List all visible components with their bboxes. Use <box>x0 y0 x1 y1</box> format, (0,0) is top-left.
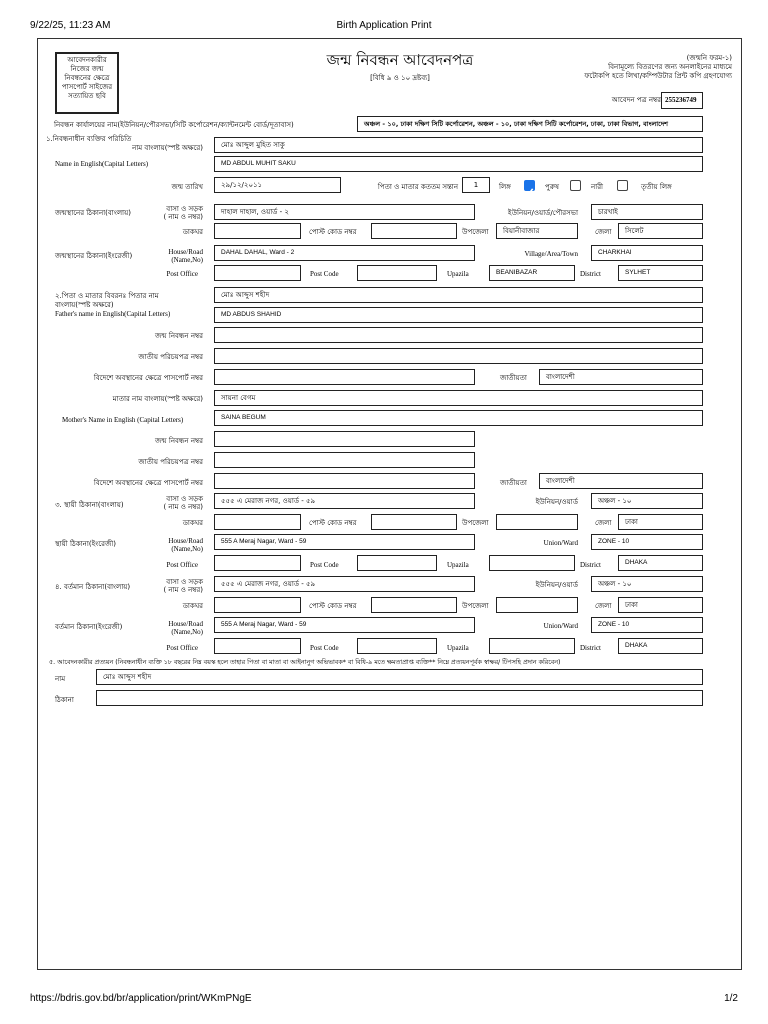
pres-bn-label: ৪. বর্তমান ঠিকানা(বাংলায়) <box>55 583 131 591</box>
pres-district-en-field[interactable]: DHAKA <box>618 638 703 654</box>
mother-passport-field[interactable] <box>214 473 475 489</box>
birthplace-en-label: জন্মস্থানের ঠিকানা(ইংরেজী) <box>55 252 133 260</box>
pres-house-bn-field[interactable]: ৫৫৫ এ মেরাজ নগর, ওয়ার্ড - ৫৯ <box>214 576 475 592</box>
male-checkbox[interactable] <box>524 180 535 191</box>
po-en-label: Post Office <box>166 270 198 278</box>
form-title: জন্ম নিবন্ধন আবেদনপত্র <box>326 51 474 69</box>
house-bn-label2: ( নাম ও নম্বর) <box>163 213 203 221</box>
perm-postcode-en-field[interactable] <box>357 555 437 571</box>
perm-postcode-en-label: Post Code <box>310 561 339 569</box>
perm-house-bn-field[interactable]: ৫৫৫ এ মেরাজ নগর, ওয়ার্ড - ৫৯ <box>214 493 475 509</box>
pres-po-en-label: Post Office <box>166 644 198 652</box>
village-label: Village/Area/Town <box>524 250 578 258</box>
birth-village-en-field[interactable]: CHARKHAI <box>591 245 703 261</box>
dob-label: জন্ম তারিখ <box>171 183 203 191</box>
po-bn-label: ডাকঘর <box>182 228 203 236</box>
perm-district-bn-field[interactable]: ঢাকা <box>618 514 703 530</box>
dob-field[interactable]: ২৯/১২/২০১১ <box>214 177 341 193</box>
applicant-address-field[interactable] <box>96 690 703 706</box>
birth-union-bn-field[interactable]: চারখাই <box>591 204 703 220</box>
house-en-label: House/Road <box>168 248 203 256</box>
mother-en-label: Mother's Name in English (Capital Letters) <box>62 416 184 424</box>
perm-district-bn-label: জেলা <box>595 519 612 527</box>
perm-postcode-bn-label: পোস্ট কোড নম্বর <box>309 519 357 527</box>
name-en-label: Name in English(Capital Letters) <box>55 160 149 168</box>
pres-upazila-bn-field[interactable] <box>496 597 578 613</box>
birth-union-bn-label: ইউনিয়ন/ওয়ার্ড/পৌরসভা <box>507 209 578 217</box>
pres-en-label: বর্তমান ঠিকানা(ইংরেজী) <box>55 623 123 631</box>
father-nid-label: জাতীয় পরিচয়পত্র নম্বর <box>138 353 203 361</box>
perm-house-bn-label: বাসা ও সড়ক <box>166 495 203 503</box>
birth-district-en-field[interactable]: SYLHET <box>618 265 703 281</box>
perm-upazila-en-label: Upazila <box>447 561 469 569</box>
pres-district-bn-field[interactable]: ঢাকা <box>618 597 703 613</box>
postcode-bn-label: পোস্ট কোড নম্বর <box>309 228 357 236</box>
form-subtitle: [বিধি ৯ ও ১০ দ্রষ্টব্য] <box>370 74 430 82</box>
pres-union-en-field[interactable]: ZONE - 10 <box>591 617 703 633</box>
mother-nationality-label: জাতীয়তা <box>500 479 527 487</box>
district-bn-label: জেলা <box>595 228 612 236</box>
pres-postcode-bn-label: পোস্ট কোড নম্বর <box>309 602 357 610</box>
perm-po-bn-label: ডাকঘর <box>182 519 203 527</box>
birthplace-bn-label: জন্মস্থানের ঠিকানা(বাংলায়) <box>55 209 131 217</box>
sec1-label: ১.নিবন্ধনাধীন ব্যক্তির পরিচিতি <box>46 135 132 143</box>
sex-label: লিঙ্গ <box>499 183 511 191</box>
free-note-2: ফটোকপি হতে লিখা/কম্পিউটার প্রিন্ট কপি গ্রহণযোগ্য <box>584 72 732 80</box>
pres-upazila-en-field[interactable] <box>489 638 575 654</box>
pres-district-bn-label: জেলা <box>595 602 612 610</box>
perm-po-en-field[interactable] <box>214 555 301 571</box>
postcode-en-label: Post Code <box>310 270 339 278</box>
pres-union-bn-label: ইউনিয়ন/ওয়ার্ড <box>535 581 578 589</box>
pres-union-en-label: Union/Ward <box>543 622 578 630</box>
mother-passport-label: বিদেশে অবস্থানের ক্ষেত্রে পাসপোর্ট নম্বর <box>93 479 203 487</box>
birth-order-field[interactable]: 1 <box>462 177 490 193</box>
perm-district-en-label: District <box>580 561 601 569</box>
name-en-field[interactable]: MD ABDUL MUHIT SAKU <box>214 156 703 172</box>
print-page-number: 1/2 <box>724 993 738 1004</box>
photo-label: আবেদনকারীর নিজের জন্ম নিবন্ধনের ক্ষেত্রে পাসপোর্ট সাইজের সত্যায়িত ছবি <box>61 56 113 100</box>
perm-po-en-label: Post Office <box>166 561 198 569</box>
office-field: অঞ্চল - ১০, ঢাকা দক্ষিণ সিটি কর্পোরেশন, অঞ্চল - ১০, ঢাকা দক্ষিণ সিটি কর্পোরেশন, ঢাকা, ঢাকা বিভাগ, বাংলাদেশ <box>357 116 703 132</box>
female-label: নারী <box>591 183 604 191</box>
perm-upazila-en-field[interactable] <box>489 555 575 571</box>
name-bn-field[interactable]: মোঃ আব্দুল মুহিত সাকু <box>214 137 703 153</box>
perm-union-en-label: Union/Ward <box>543 539 578 547</box>
father-nationality-label: জাতীয়তা <box>500 374 527 382</box>
female-checkbox[interactable] <box>570 180 581 191</box>
pres-postcode-en-field[interactable] <box>357 638 437 654</box>
father-en-field[interactable]: MD ABDUS SHAHID <box>214 307 703 323</box>
perm-upazila-bn-field[interactable] <box>496 514 578 530</box>
perm-house-en-label2: (Name,No) <box>171 545 203 553</box>
pres-upazila-bn-label: উপজেলা <box>462 602 489 610</box>
office-label: নিবন্ধন কার্যালয়ের নাম(ইউনিয়ন/পৌরসভা/সিটি কর্পোরেশন/ক্যান্টনমেন্ট বোর্ড/দূতাবাস) <box>54 121 294 129</box>
pres-house-bn-label2: ( নাম ও নম্বর) <box>163 586 203 594</box>
mother-bn-field[interactable]: সায়না বেগম <box>214 390 703 406</box>
mother-en-field[interactable]: SAINA BEGUM <box>214 410 703 426</box>
birth-po-bn-field[interactable] <box>214 223 301 239</box>
print-url: https://bdris.gov.bd/br/application/print/WKmPNgE <box>30 993 252 1004</box>
perm-upazila-bn-label: উপজেলা <box>462 519 489 527</box>
pres-po-bn-field[interactable] <box>214 597 301 613</box>
mother-brn-label: জন্ম নিবন্ধন নম্বর <box>155 437 203 445</box>
print-page-title: Birth Application Print <box>336 20 432 31</box>
perm-en-label: স্থায়ী ঠিকানা(ইংরেজী) <box>55 540 116 548</box>
perm-po-bn-field[interactable] <box>214 514 301 530</box>
sec5-note: ৫. আবেদনকারীর প্রত্যয়ন (নিবন্ধনাধীন ব্যক্তি ১৮ বছরের নিম্ন বয়স্ক হলে তাহার পিতা বা মাতা বা আইনানুগ অভিভাবক* বা বিধি-৯ মতে ক্ষমতাপ্রাপ্ত ব্যক্তি** নিম্নে প্রত্যয়নপূর্বক স্বাক্ষর/ টিপসহি প্রদান করিবেন) <box>49 659 561 666</box>
perm-bn-label: ৩. স্থায়ী ঠিকানা(বাংলায়) <box>55 501 124 509</box>
upazila-bn-label: উপজেলা <box>462 228 489 236</box>
mother-nid-label: জাতীয় পরিচয়পত্র নম্বর <box>138 458 203 466</box>
pres-house-en-label: House/Road <box>168 620 203 628</box>
pres-house-en-label2: (Name,No) <box>171 628 203 636</box>
father-en-label: Father's name in English(Capital Letters) <box>55 310 171 318</box>
house-bn-label: বাসা ও সড়ক <box>166 205 203 213</box>
perm-union-bn-field[interactable]: অঞ্চল - ১০ <box>591 493 703 509</box>
photo-box <box>55 52 119 114</box>
male-label: পুরুষ <box>545 183 559 191</box>
pres-postcode-en-label: Post Code <box>310 644 339 652</box>
perm-district-en-field[interactable]: DHAKA <box>618 555 703 571</box>
perm-house-en-field[interactable]: 555 A Meraj Nagar, Ward - 59 <box>214 534 475 550</box>
check-icon <box>525 187 534 196</box>
free-note-1: বিনামূল্যে বিতরণের জন্য অনলাইনের মাধ্যমে <box>608 63 732 71</box>
pres-union-bn-field[interactable]: অঞ্চল - ১০ <box>591 576 703 592</box>
father-passport-label: বিদেশে অবস্থানের ক্ষেত্রে পাসপোর্ট নম্বর <box>93 374 203 382</box>
birth-house-bn-field[interactable]: দাহাল দাহাল, ওয়ার্ড - ২ <box>214 204 475 220</box>
applicant-name-field[interactable]: মোঃ আব্দুস শহীদ <box>96 669 703 685</box>
pres-house-en-field[interactable]: 555 A Meraj Nagar, Ward - 59 <box>214 617 475 633</box>
mother-brn-field[interactable] <box>214 431 475 447</box>
applicant-address-label: ঠিকানা <box>55 696 74 704</box>
perm-union-bn-label: ইউনিয়ন/ওয়ার্ড <box>535 498 578 506</box>
birth-district-bn-field[interactable]: সিলেট <box>618 223 703 239</box>
birth-po-en-field[interactable] <box>214 265 301 281</box>
father-bn-field[interactable]: মোঃ আব্দুস শহীদ <box>214 287 703 303</box>
app-no-label: আবেদন পত্র নম্বর <box>611 96 661 104</box>
perm-postcode-bn-field[interactable] <box>371 514 457 530</box>
birth-postcode-en-field[interactable] <box>357 265 437 281</box>
father-nationality-field[interactable]: বাংলাদেশী <box>539 369 703 385</box>
pres-po-bn-label: ডাকঘর <box>182 602 203 610</box>
birth-house-en-field[interactable]: DAHAL DAHAL, Ward - 2 <box>214 245 475 261</box>
app-no-field: 255236749 <box>661 92 703 109</box>
father-brn-label: জন্ম নিবন্ধন নম্বর <box>155 332 203 340</box>
name-bn-label: নাম বাংলায়(স্পষ্ট অক্ষরে) <box>132 144 203 152</box>
father-bn-label: বাংলায়(স্পষ্ট অক্ষরে) <box>55 301 114 309</box>
house-en-label2: (Name,No) <box>171 256 203 264</box>
perm-house-bn-label2: ( নাম ও নম্বর) <box>163 503 203 511</box>
pres-upazila-en-label: Upazila <box>447 644 469 652</box>
third-gender-checkbox[interactable] <box>617 180 628 191</box>
upazila-en-label: Upazila <box>447 270 469 278</box>
father-passport-field[interactable] <box>214 369 475 385</box>
mother-nid-field[interactable] <box>214 452 475 468</box>
father-nid-field[interactable] <box>214 348 703 364</box>
sec2-label: ২.পিতা ও মাতার বিবরনঃ পিতার নাম <box>55 292 159 300</box>
perm-union-en-field[interactable]: ZONE - 10 <box>591 534 703 550</box>
mother-nationality-field[interactable]: বাংলাদেশী <box>539 473 703 489</box>
father-brn-field[interactable] <box>214 327 703 343</box>
pres-district-en-label: District <box>580 644 601 652</box>
pres-postcode-bn-field[interactable] <box>371 597 457 613</box>
birth-postcode-bn-field[interactable] <box>371 223 457 239</box>
pres-po-en-field[interactable] <box>214 638 301 654</box>
birth-upazila-en-field[interactable]: BEANIBAZAR <box>489 265 575 281</box>
mother-bn-label: মাতার নাম বাংলায়(স্পষ্ট অক্ষরে) <box>112 395 203 403</box>
applicant-name-label: নাম <box>55 675 66 683</box>
perm-house-en-label: House/Road <box>168 537 203 545</box>
form-number: (জন্মনি ফরম-১) <box>686 54 732 62</box>
third-gender-label: তৃতীয় লিঙ্গ <box>641 183 672 191</box>
district-en-label: District <box>580 270 601 278</box>
print-datetime: 9/22/25, 11:23 AM <box>30 20 111 31</box>
birth-upazila-bn-field[interactable]: বিয়ানীবাজার <box>496 223 578 239</box>
pres-house-bn-label: বাসা ও সড়ক <box>166 578 203 586</box>
birth-order-label: পিতা ও মাতার কততম সন্তান <box>377 183 458 191</box>
